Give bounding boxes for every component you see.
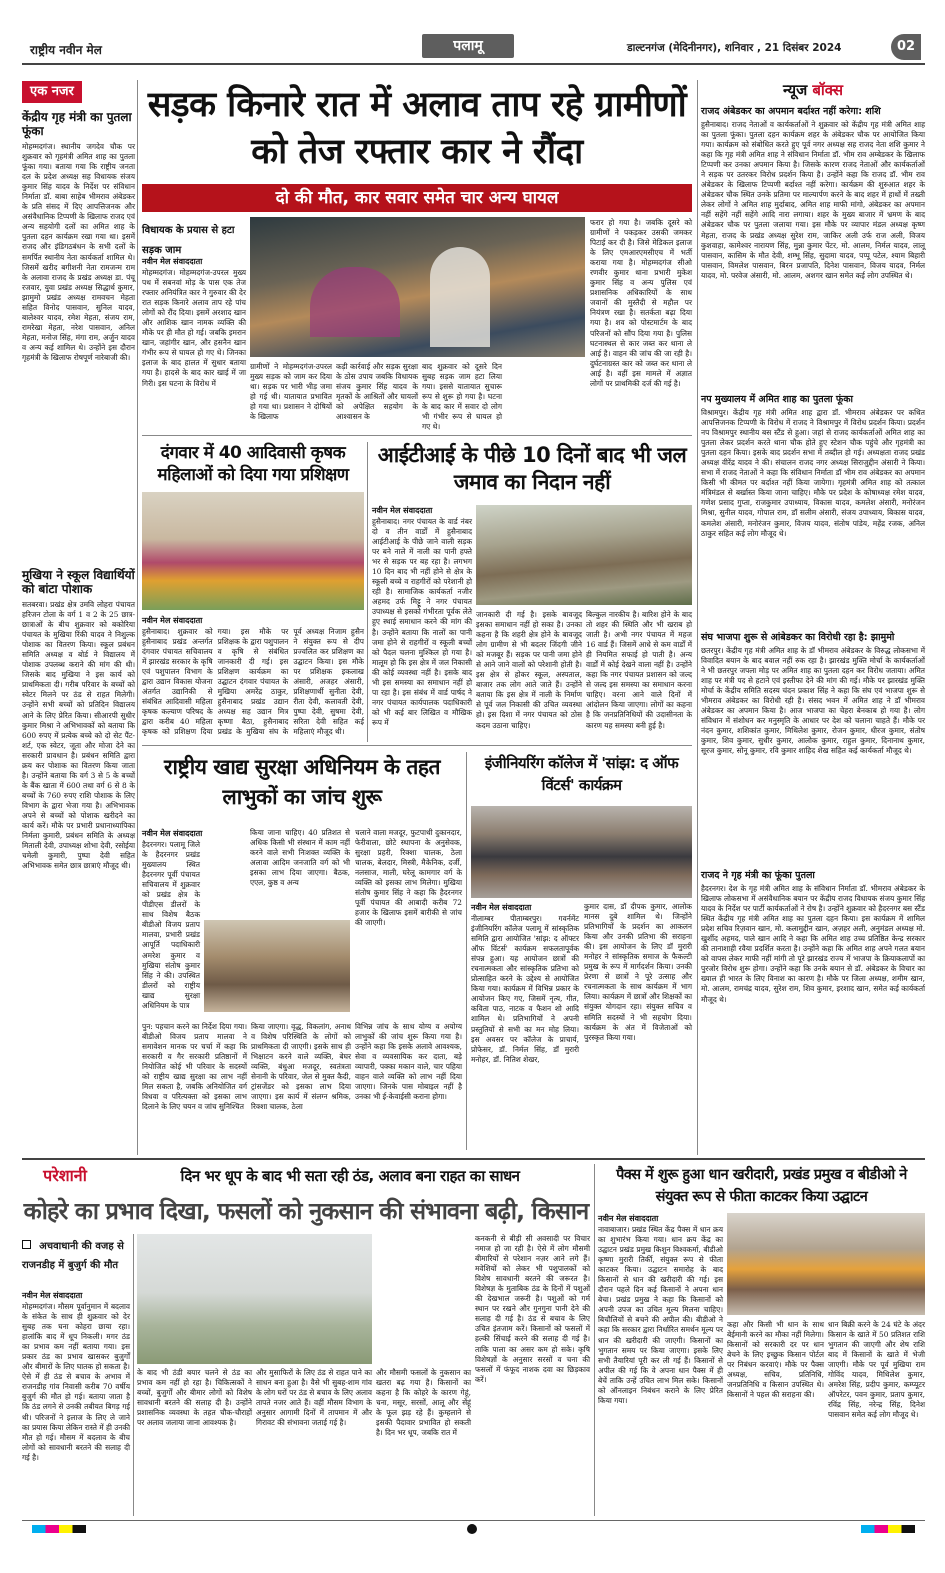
bottom-sub-box	[22, 1234, 130, 1288]
news-box	[701, 80, 925, 1155]
ek-nazar-tag	[22, 80, 135, 102]
lead-col-5: फरार हो गया है। जबकि दूसरे को ग्रामीणों ने पकड़कर उसकी जमकर पिटाई कर दी है। जिसे मेडिकल इलाज के लिए एमआरएमसीएच में भर्ती कराया गया है। मोहम्मदगंज सीओ रणवीर कुमार थाना प्रभारी मुकेश कुमार सिंह व अन्य पुलिस एवं प्रशासनिक अधिकारियों के साथ जवानों की मुस्तैदी से महौल पर नियंत्रण रखा है। सतर्कता बढ़ा दिया गया है। शव को पोस्टमार्टम के बाद परिजनों को सौंप दिया गया है। पुलिस घटनास्थल से कार जब्त कर थाना ले आई है। वाहन की जांच की जा रही है। दुर्घटनाग्रस्त कार को जब्त कर थाना ले आई है। वहीं इस मामले में अज्ञात लोगों पर प्राथमिकी दर्ज की गई है।	[590, 218, 692, 388]
registration-swatches-left	[32, 1525, 86, 1533]
engineering-photo	[471, 806, 692, 898]
box-story-3-headline: संघ भाजपा शुरू से आंबेडकर का विरोधी रहा है: झामुमो	[701, 632, 895, 643]
box-story-1-headline: राजद अंबेडकर का अपमान बर्दाश्त नहीं करेगा: शशि	[701, 106, 881, 117]
bottom-sub-text: मोहम्मदगंज। मौसम पूर्वानुमान में बदलाव के संकेत के साथ ही शुक्रवार को देर सुबह तक घना कोहरा छाया रहा। हालांकि बाद में धूप निकली। मगर ठंड का प्रभाव कम नहीं बताया गया। इस प्रकार ठंड का प्रभाव खासकर बुजुर्गों और बीमारों के लिए घातक हो सकता है। ऐसे में ही ठंड से बचाव के अभाव में राजनडीह गांव निवासी करीब 70 वर्षीय बुजुर्ग की मौत हो गई। बताया जाता है कि ठंड लगने से उनकी तबीयत बिगड़ गई थी। परिजनों ने इलाज के लिए ले जाने का प्रयास किया लेकिन रास्ते में ही उनकी मौत हो गई। मौसम में बदलाव के बीच लोगों को सावधानी बरतने की सलाह दी गई है।	[22, 1302, 130, 1462]
lead-col-3: कड़ी कार्रवाई और सड़क सुरक्षा के ठोस उपाय जबकि विधायक संजय कुमार सिंह यादव के मृतकों के आश्रितों और घायलों को अपेक्षित सहयोग के आश्वासन के	[336, 362, 418, 422]
engineering-headline: इंजीनियरिंग कॉलेज में 'सांझ: द ऑफ विंटर्स' कार्यक्रम	[484, 754, 679, 794]
paddy-headline: पैक्स में शुरू हुआ धान खरीदारी, प्रखंड प्रमुख व बीडीओ ने संयुक्त रूप से फीता काटकर किया उद्घाटन	[616, 1167, 907, 1205]
food-headline: राष्ट्रीय खाद्य सुरक्षा अधिनियम के तहत लाभुकों का जांच शुरू	[163, 755, 441, 809]
training-photo	[142, 492, 364, 610]
lead-photo	[250, 217, 585, 357]
ek-nazar-label: एक नजर	[22, 81, 82, 103]
bottom-headline: कोहरे का प्रभाव दिखा, फसलों को नुकसान की संभावना बढ़ी, किसान	[23, 1197, 589, 1225]
masthead	[22, 34, 925, 62]
paddy-col-3: धान बिक्री करने के 24 घंटे के अंदर किसान के खाते में 50 प्रतिशत राशि भुगतान की जाएगी और शेष राशि बाद में किसानों के खाते में भेजी जाएगी। मौके पर पूर्व मुखिया राम गोविंद यादव, मिथिलेश कुमार, अमरेश सिंह, प्रदीप कुमार, कम्प्यूटर ऑपरेटर, पवन कुमार, प्रताप कुमार, रविंद्र सिंह, नरेन्द्र सिंह, दिनेश पासवान समेत कई लोग मौजूद थे।	[828, 1320, 925, 1420]
food-col-6: विभिन्न जांच के साथ योग्य व अयोग्य लाभुकों की जांच शुरू किया गया है। उन्होंने कहा कि इसके अलावे आवश्यक, सेवा व व्यवसायिक कर दाता, बड़े व्यापारी, पक्का मकान वाले, चार पहिया वाहन वाले व्यक्ति को लाभ नहीं दिया जाएगा। जिनके पास मोबाइल नहीं है उनका भी ई-केवाईसी कराना होगा।	[355, 1022, 462, 1102]
box-story-3-text: छतरपुर। केंद्रीय गृह मंत्री अमित शाह के डॉ भीमराव अंबेडकर के विरुद्ध लोकसभा में विवादित बयान के बाद बवाल नहीं रुक रहा है। झारखंड मुक्ति मोर्चा के कार्यकर्ताओं ने भी छतरपुर जपला मोड़ पर अमित शाह का पुतला दहन कर विरोध जताया। अमित शाह पर मंत्री पद से हटाने एवं इस्तीफा देने की मांग की गई। मौके पर झारखंड मुक्ति मोर्चा के केंद्रीय समिति सदस्य चंदन प्रकाश सिंह ने कहा कि संघ एवं भाजपा शुरू से भीमराव अंबेडकर का विरोधी रही है। संसद भवन में अमित शाह ने डॉ भीमराव अंबेडकर का अपमान किया है। आज भाजपा का चेहरा बेनकाब हो गया है। लोग संविधान में संशोधन कर मनुस्मृति के आधार पर देश को चलाना चाहते हैं। मौके पर नंदन कुमार, शशिकांत कुमार, मिथिलेश कुमार, रोजन कुमार, धीरज कुमार, संतोष कुमार, शिव कुमार, सुधीर कुमार, आलोक कुमार, राहुल कुमार, दिनानाथ कुमार, सूरज कुमार, सोनू कुमार, रवि कुमार शाहिद शेख सहित कई कार्यकर्ता मौजूद थे।	[701, 646, 925, 756]
lead-kicker	[142, 218, 242, 256]
lead-byline: नवीन मेल संवाददाता	[142, 257, 203, 266]
lead-subhead: दो की मौत, कार सवार समेत चार अन्य घायल	[142, 184, 692, 212]
lead-photo-crowd	[310, 267, 400, 337]
lead-col-1: मोहम्मदगंज। मोहम्मदगंज-उपरल मुख्य पथ में सबनवां मोड़ के पास एक तेज रफ्तार अनियंत्रित कार ने गुरुवार की देर रात सड़क किनारे अलाव ताप रहे पांच लोगों को रौंद दिया। इसमें अरशाद खान और आशिक खान नामक व्यक्ति की मौके पर ही मौत हो गई। जबकि इमरान खान, जहांगीर खान, और हसनैन खान गंभीर रूप से घायल हो गए थे। जिनका इलाज के बाद हालत में सुधार बताया गया है। हादसे के बाद कार खाई में जा गिरी। इस घटना के विरोध में	[142, 268, 246, 388]
iti-headline: आईटीआई के पीछे 10 दिनों बाद भी जल जमाव का निदान नहीं	[377, 443, 687, 494]
paper-name: राष्ट्रीय नवीन मेल	[30, 43, 102, 57]
paddy-col-2: कहा और किसी भी धान के साथ बेईमानी करने का मौका नहीं मिलेगा। किसानों को सरकारी दर पर धान बेचने के लिए इच्छुक किसान पोर्टल पर निबंधन करवाएं। मौके पर पैक्स अध्यक्ष, सचिव, प्रतिनिधि, जनप्रतिनिधि व किसान उपस्थित थे। किसानों ने पहल की सराहना की।	[727, 1320, 824, 1400]
bottom-col-3: और मौसमी फसलों के नुकसान का खतरा बढ़ गया है। किसानों का कहना है कि कोहरे के कारण गेहूं, चना, मसूर, सरसों, आलू और सेंहूं के फूल झड़ रहे हैं। कुम्हलाने से इसकी पैदावार प्रभावित हो सकती है। दिन भर धूप, जबकि रात में	[376, 1368, 471, 1438]
iti-col-2: जानकारी दी गई है। इसके बावजूद इसका समाधान नहीं हो सका है। उनका कहना है कि शहरी क्षेत्र होने के बावजूद लोग ग्रामीण से भी बदतर जिंदगी जीने को मजबूर हैं। सड़क पर पानी जमा होने से आने जाने वालों को परेशानी होती है। इस क्षेत्र से होकर स्कूल, अस्पताल, बाजार तक लोग आते जाते हैं। उन्होंने बताया कि इस क्षेत्र में नाली के निर्माण से पूर्व जल निकासी की उचित व्यवस्था हो। इस दिशा में नगर पंचायत को ठोस कदम उठाना चाहिए।	[476, 610, 582, 730]
lead-col-2: ग्रामीणों ने मोहम्मदगंज-उपरल मुख्य सड़क को जाम कर दिया था। सड़क पर भारी भीड़ जमा हो गई थी। यातायात प्रभावित हो गया था। प्रशासन ने दोषियों के खिलाफ	[250, 362, 332, 422]
left-story-2-text: सतबरवा। प्रखंड क्षेत्र उमवि लोहरा पंचायत हरिजन टोला के वर्ग 1 व 2 के 25 छात्र-छात्राओं के बीच शुक्रवार को बकोरिया पंचायत के मुखिया रिंकी यादव ने निशुल्क पोशाक का वितरण किया। स्कूल प्रबंधन समिति अध्यक्ष व बोर्ड ने विद्यालय में पोशाक उपलब्ध कराने की मांग की थी। जिसके बाद मुखिया ने इस कार्य को प्राथमिकता दी। गरीब परिवार के बच्चों को स्वेटर मिलने पर ठंड से राहत मिलेगी। उन्होंने सभी बच्चों को प्रतिदिन विद्यालय आने के लिए प्रेरित किया। सीआरपी सुधीर कुमार मिश्रा ने अभिभावकों को बताया कि 600 रुपए में प्रत्येक बच्चे को दो सेट पैंट-शर्ट, एक स्वेटर, जूता और मोजा देने का सरकारी प्रावधान है। प्रबंधन समिति द्वारा क्रय कर पोशाक का वितरण किया जाता है। उन्होंने बताया कि वर्ग 3 से 5 के बच्चों के बैंक खाता में 600 तथा वर्ग 6 से 8 के बच्चों के 760 रुपए राशि पोशाक के लिए विभाग के द्वारा भेजा गया है। अभिभावक अपने से बच्चों को पोशाक खरीदने का कार्य करें। मौके पर प्रभारी प्रधानाध्यापिका निर्मला कुमारी, प्रबंधन समिति के अध्यक्ष मिताली देवी, उपाध्यक्ष शोभा देवी, रसोईया चमेली कुमारी, पुष्पा देवी सहित अभिभावक समेत छात्र छात्राएं मौजूद थी।	[22, 600, 135, 871]
bottom-col-4: कनकनी से बीड़ी सी अवसादी पर विचार नमाज हो जा रही है। ऐसे में लोग मौसमी बीमारियों से परेशान नज़र आने लगे हैं। मवेशियों को लेकर भी पशुपालकों को विशेष सावधानी बरतने की जरूरत है। विशेषज्ञ के मुताबिक ठंड के दिनों में पशुओं की देखभाल जरूरी है। पशुओं को गर्म स्थान पर रखने और गुनगुना पानी देने की सलाह दी गई है। ठंड से बचाव के लिए उचित इंतजाम करें। किसानों को फसलों में हल्की सिंचाई करने की सलाह दी गई है। ताकि पाला का असर कम हो सके। कृषि विशेषज्ञों के अनुसार सरसों व चना की फसलों में फंफूद नाशक दवा का छिड़काव करें।	[475, 1234, 590, 1384]
lead-photo-figure	[430, 247, 490, 347]
checkbox-icon	[22, 1240, 31, 1249]
dateline: डाल्टनगंज (मेदिनीनगर), शनिवार , 21 दिसंबर 2024	[627, 42, 842, 54]
iti-byline: नवीन मेल संवाददाता	[372, 506, 433, 515]
food-col-5: किया जाएगा। वृद्ध, विकलांग, अनाथ व विशेष परिस्थिति के लोगों को प्राथमिकता दी जाएगी। इसके साथ ही भिक्षाटन करने वाले व्यक्ति, बेघर व्यक्ति, बंधुआ मजदूर, स्वतंत्रता सेनानी के परिवार, जेल से मुक्त कैदी, ट्रांसजेंडर को इसका लाभ दिया जाएगा। इस कार्य में संलग्न श्रमिक, रिक्शा चालक, ठेला	[251, 1022, 351, 1112]
registration-swatches-right	[861, 1525, 915, 1533]
left-story-1-headline: केंद्रीय गृह मंत्री का पुतला फूंका	[22, 110, 132, 138]
box-story-4-headline: राजद ने गृह मंत्री का फूंका पुतला	[701, 870, 815, 881]
bottom-sub-byline: नवीन मेल संवाददाता	[22, 1291, 83, 1300]
paddy-col-1: नावाबाजार। प्रखंड स्थित केंद्र पैक्स में धान क्रय का शुभारंभ किया गया। धान क्रय केंद्र का उद्घाटन प्रखंड प्रमुख किशुन विश्वकर्मा, बीडीओ कृष्णा मुरारी तिर्की, संयुक्त रूप से फीता काटकर किया। उद्घाटन समारोह के बाद किसानों से धान की खरीदारी की गई। इस दौरान पहले दिन कई किसानों ने अपना धान बेचा। प्रखंड प्रमुख ने कहा कि किसानों को अपनी उपज का उचित मूल्य मिलना चाहिए। बिचौलियों से बचने की अपील की। बीडीओ ने कहा कि सरकार द्वारा निर्धारित समर्थन मूल्य पर धान की खरीदारी की जाएगी। किसानों का भुगतान समय पर किया जाएगा। इसके लिए सभी तैयारियां पूरी कर ली गई हैं। किसानों से अपील की गई कि वे अपना धान पैक्स में ही बेचें ताकि उन्हें उचित लाभ मिल सके। किसानों को ऑनलाइन निबंधन कराने के लिए प्रेरित किया गया।	[598, 1225, 723, 1405]
left-column	[22, 80, 135, 1170]
bottom-kicker-line: दिन भर धूप के बाद भी सता रही ठंड, अलाव बना राहत का साधन	[180, 1167, 520, 1185]
engineering-col-2: कुमार दास, डॉ दीपक कुमार, आलोक मानस दुबे शामिल थे। जिन्होंने प्रतिभागियों के प्रदर्शन का आकलन किया और उनकी प्रतिभा की सराहना की। इस आयोजन के लिए डॉ मुरारी मनोहर ने सांस्कृतिक समाज के फैकल्टी प्रमुख के रूप में मार्गदर्शन किया। उनकी प्रेरणा से छात्रों ने पूरे उत्साह और रचनात्मकता के साथ कार्यक्रम में भाग लिया। कार्यक्रम में छात्रों और शिक्षकों का संयुक्त योगदान रहा। संयुक्त सचिव व समिति सदस्यों ने भी सहयोग दिया। कार्यक्रम के अंत में विजेताओं को पुरस्कृत किया गया।	[584, 902, 692, 1042]
food-col-2: किया जाना चाहिए। 40 प्रतिशत से अधिक किसी भी संस्थान में काम नहीं करने वाले सभी निःशक्त व्यक्ति के अलावा आदिम जनजाति वर्ग को भी इसका लाभ दिया जाएगा। बैठक, एएल, कुष्ठ व अन्य	[250, 828, 350, 888]
food-col-3: चलाने वाला मजदूर, फुटपाथी दुकानदार, फेरीवाला, छोटे स्थापना के अनुसेवक, सुरक्षा प्रहरी, रिक्शा चालक, ठेला चालक, बेलदार, मिस्त्री, मैकेनिक, दर्जी, नलसाज, माली, घरेलू कामगार वर्ग के व्यक्ति को इसका लाभ मिलेगा। मुखिया संतोष कुमार सिंह ने कहा कि हैदरनगर पूर्वी पंचायत की आबादी करीब 72 हजार के खिलाफ इसमें बारीकी से जांच की जाएगी।	[355, 828, 462, 928]
training-byline: नवीन मेल संवाददाता	[142, 616, 203, 625]
print-registration-strip	[22, 1524, 925, 1534]
training-headline: दंगवार में 40 आदिवासी कृषक महिलाओं को दिया गया प्रशिक्षण	[157, 443, 349, 485]
bottom-tag: परेशानी	[43, 1166, 87, 1185]
iti-photo	[476, 505, 692, 605]
paddy-byline: नवीन मेल संवाददाता	[598, 1214, 659, 1223]
iti-col-1: हुसैनाबाद। नगर पंचायत के वार्ड नंबर दो व तीन वार्डों में हुसैनाबाद आईटीआई के पीछे जाने वाली सड़क पर बने नाले में नाली का पानी हफ्ते भर से सड़क पर बह रहा है। लगभग 10 दिन बाद भी नहीं होने से क्षेत्र के स्कूली बच्चे व राहगीरों को परेशानी हो रही है। सामाजिक कार्यकर्ता नजीर अहमद उर्फ मिट्टू ने नगर पंचायत उपाध्यक्ष से इसको गंभीरता पूर्वक लेते हुए स्थाई समाधान करने की मांग की है। उन्होंने बताया कि नालों का पानी जमा होने से राहगीरों व स्कूली बच्चों को पैदल चलना मुश्किल हो गया है। मालूम हो कि इस क्षेत्र में जल निकासी की कोई व्यवस्था नहीं है। इसके बाद भी इस समस्या का समाधान नहीं हो पा रहा है। इस संबंध में वार्ड पार्षद ने नगर पंचायत कार्यपालक पदाधिकारी को भी कई बार लिखित व मौखिक रूप में	[372, 517, 472, 727]
news-box-tag-b: बॉक्स	[812, 81, 844, 99]
iti-col-3: बिल्कुल नारकीय है। बारिश होने के बाद तो शहर की स्थिति और भी खराब हो जाती है। अभी नगर पंचायत में महज 16 वार्ड हैं। जिसमें आधे से कम वार्डों में ही नियमित सफाई हो पाती है। अन्य वार्डों में कोई देखने वाला नहीं है। उन्होंने कहा कि नगर पंचायत प्रशासन को जल्द से जल्द इस समस्या का समाधान करना चाहिए। वरना आने वाले दिनों में आंदोलन किया जाएगा। लोगों का कहना है कि जनप्रतिनिधियों की उदासीनता के कारण यह समस्या बनी हुई है।	[586, 610, 692, 730]
box-story-2-headline: नप मुख्यालय में अमित शाह का पुतला फूंका	[701, 394, 853, 405]
box-story-4-text: हैदरनगर। देश के गृह मंत्री अमित शाह के संविधान निर्माता डॉ. भीमराव अंबेडकर के खिलाफ लोकसभा में असंवैधानिक बयान पर केंद्रीय राजद विधायक संजय कुमार सिंह यादव के निर्देश पर पार्टी कार्यकर्ताओं ने रोष है। उन्होंने शुक्रवार को हैदरनगर बस स्टैंड स्थित केंद्रीय गृह मंत्री अमित शाह का पुतला दहन किया। इस कार्यक्रम में शामिल प्रदेश सचिव रिज़वान खान, मो. कलामुद्दीन खान, अज़हर अली, अनुमंडल अध्यक्ष मो. खुर्शीद अहमद, पाले खान आदि ने कहा कि अमित शाह उच्च प्रतिष्ठित केन्द्र सरकार की तानाशाही रवैया प्रदर्शित करता है। उन्होंने कहा कि अमित शाह अपने गलत बयान को वापस लेकर माफी नहीं मांगी तो पूरे झारखंड राज्य में भाजपा के क्रियाकलापों का पुरजोर विरोध शुरू होगा। उन्होंने कहा कि उनके बयान से डॉ. अंबेडकर के विचार का ख्याल ही भारत के लिए विनाश का कारण है। मौके पर जिला अध्यक्ष, शमीम खान, मो. आलम, रामचंद्र यादव, सुरेश राम, शिव कुमार, इरशाद खान, समेत कई कार्यकर्ता मौजूद थे।	[701, 884, 925, 1004]
news-box-tag-a: न्यूज	[782, 81, 808, 99]
paddy-photo	[727, 1213, 925, 1315]
fog-photo	[137, 1234, 372, 1364]
engineering-byline: नवीन मेल संवाददाता	[471, 903, 532, 912]
bottom-col-2: और मुसाफिरों के लिए ठंड से राहत पाने का साधन बना हुआ है। वैसे भी सुबह-शाम गांव के लोग घरों पर ठंड से बचाव के लिए अलाव तापते नजर आते हैं। वहीं मौसम विभाग के अनुसार आगामी दिनों में तापमान में और गिरावट की संभावना जताई गई है।	[256, 1368, 372, 1428]
left-story-2-headline: मुखिया ने स्कूल विद्यार्थियों को बांटा पोशाक	[22, 568, 135, 596]
bottom-sub-headline: अचवाधानी की वजह से राजनडीह में बुजुर्ग की मौत	[22, 1241, 124, 1271]
training-text: हुसैनाबाद। शुक्रवार को हुसैनाबाद प्रखंड अन्तर्गत दंगवार पंचायत सचिवालय में झारखंड सरकार के कृषि एवं पशुपालन विभाग के द्वारा उद्यान विकास योजना अंतर्गत उद्यानिकी से संबंधित आदिवासी महिला कृषक कल्याण परिषद के द्वारा करीब 40 महिला कृषक को प्रशिक्षण दिया गया। इस मौके पर प्रशिक्षक के द्वारा पशुपालन व कृषि से संबंधित जानकारी दी गई। इस प्रशिक्षण कार्यक्रम का उद्घाटन दंगवार पंचायत के मुखिया अमरेंद्र ठाकुर, हुसैनाबाद प्रखंड उद्यान अध्यक्ष सह उद्यान मित्र कृष्णा बैठा, हुसैनाबाद प्रखंड के मुखिया संघ के पूर्व अध्यक्ष निजाम हुसैन ने संयुक्त रूप से दीप प्रज्वलित कर प्रशिक्षण का उद्घाटन किया। इस मौके पर प्रशिक्षक इकलाख अंसारी, अजहर अंसारी, प्रशिक्षणार्थी सुनीता देवी, रीता देवी, कलावती देवी, पुष्पा देवी, सुषमा देवी, सरिता देवी सहित कई महिलाएं मौजूद थी।	[142, 627, 364, 737]
food-col-1: हैदरनगर। पलामू जिले के हैदरनगर प्रखंड मुख्यालय स्थित हैदरनगर पूर्वी पंचायत सचिवालय में शुक्रवार को प्रखंड क्षेत्र के पीडीएस डीलरों के साथ विशेष बैठक बीडीओ विजय प्रताप मालवा, प्रभारी प्रखंड आपूर्ति पदाधिकारी अमरेश कुमार व मुखिया संतोष कुमार सिंह ने की। उपस्थित डीलरों को राष्ट्रीय खाद्य सुरक्षा अधिनियम के पात्र	[142, 840, 200, 1010]
engineering-col-1: नीलाम्बर पीताम्बरपुर। गवर्नमेंट इंजीनियरिंग कॉलेज पलामू में सांस्कृतिक समिति द्वारा आयोजित 'सांझ: द ऑफ्टर ऑफ विंटर्स' कार्यक्रम सफलतापूर्वक संपन्न हुआ। यह आयोजन छात्रों की रचनात्मकता और सांस्कृतिक प्रतिभा को प्रोत्साहित करने के उद्देश्य से आयोजित किया गया। कार्यक्रम में विभिन्न प्रकार के आयोजन किए गए, जिसमें नृत्य, गीत, कविता पाठ, नाटक व फैशन शो आदि शामिल थे। प्रतिभागियों ने अपनी प्रस्तुतियों से सभी का मन मोह लिया। इस अवसर पर कॉलेज के प्राचार्य, प्रोफेसर, डॉ. निर्मल सिंह, डॉ मुरारी मनोहर, डॉ. नितिश शेखर,	[471, 914, 579, 1064]
lead-headline: सड़क किनारे रात में अलाव ताप रहे ग्रामीणों को तेज रफ्तार कार ने रौंदा	[147, 85, 687, 172]
bottom-col-1: के बाद भी ठंडी बयार चलने से ठंड का प्रभाव कम नहीं हो रहा है। चिकित्सकों ने बच्चों, बुजुर्गों और बीमार लोगों को विशेष सावधानी बरतने की सलाह दी है। उन्होंने प्रशासनिक व्यवस्था के तहत चौक-चौराहों पर अलाव जलाया जाना आवश्यक है।	[137, 1368, 252, 1428]
page-number: 02	[891, 34, 921, 60]
box-story-1-text: हुसैनाबाद। राजद नेताओं व कार्यकर्ताओं ने शुक्रवार को केंद्रीय गृह मंत्री अमित शाह का पुतला फूंका। पुतला दहन कार्यक्रम शहर के अंबेडकर चौक पर आयोजित किया गया। कार्यक्रम को संबोधित करते हुए पूर्व नगर अध्यक्ष सह राजद नेता शशि कुमार ने कहा कि गृह मंत्री अमित शाह ने संविधान निर्माता डॉ. भीम राव अम्बेडकर के खिलाफ टिप्पणी कर उनका अपमान किया है। जिसके कारण राजद नेताओं और कार्यकर्ताओं ने सड़क पर उतरकर विरोध प्रदर्शन किया है। उन्होंने कहा कि राजद डॉ. भीम राव अंबेडकर के खिलाफ टिप्पणी बर्दाश्त नहीं करेगा। कार्यक्रम की शुरुआत शहर के अंबेडकर चौक स्थित उनके प्रतिमा पर माल्यार्पण करने के बाद शहर में हाथों में तख्ती लेकर लोगों ने अमित शाह मुर्दाबाद, अमित शाह माफी मांगो, अंबेडकर का अपमान नहीं सहेंगे नहीं सहेंगे आदि नारा लगाया। शहर के मुख्य बाजार में भ्रमण के बाद अंबेडकर चौक पर पुतला जलाया गया। इस मौके पर व्यापार मंडल अध्यक्ष कृष्ण मेहता, राजद के प्रखंड अध्यक्ष सुरेश राम, जाकिर अली उर्फ राज अली, विजय कुशवाहा, कामेश्वर नारायण सिंह, मुन्ना कुमार पेंटर, मो. आलम, निर्मल यादव, लालू पासवान, कासिम के मौत देवी, शम्भू सिंह, सुदामा यादव, पप्पू पटेल, श्याम बिहारी पासवान, विमलेश पासवान, बिरन प्रजापति, दिनेश पासवान, विजय यादव, निर्मल यादव, मो. परवेज अंसारी, मो. आलम, अशगर खान समेत कई लोग उपस्थित थे।	[701, 120, 925, 280]
left-story-1-text: मोहम्मदगंज। स्थानीय जगदेव चौक पर शुक्रवार को गृहमंत्री अमित शाह का पुतला फूंका गया। बताया गया कि राष्ट्रीय जनता दल के प्रदेश अध्यक्ष सह विधायक संजय कुमार सिंह यादव के निर्देश पर संविधान निर्माता डॉ. बाबा साहेब भीमराव अंबेडकर के प्रति संसद में दिए आपत्तिजनक और असंवैधानिक टिप्पणी के खिलाफ राजद एवं अन्य सहयोगी दलों का अमित शाह के पुतला दहन कार्यक्रम रखा गया था। इसमें राजद और इंडिगठबंधन के सभी दलों के समर्पित स्थानीय नेता कार्यकर्ता शामिल थे। जिसमें खरीद बगीशनी नेता रामजन्म राम के अलावा राजद के प्रखंड अध्यक्ष डा. पंचू रजवार, युवा प्रखंड अध्यक्ष सिद्धार्थ कुमार, झामुमो प्रखंड अध्यक्ष रामवचन मेहता सहित विनोद पासवान, सुनिल यादव, बालेश्वर यादव, रमेश मेहता, संजय राम, रामरेखा मेहता, नरेश पासवान, अनिल मेहता, मनोज सिंह, मंगा राम, अर्जुन यादव व अन्य कई शामिल थे। उन्होंने इस दौरान गृहमंत्री के खिलाफ रोषपूर्ण नारेबाजी की।	[22, 142, 135, 362]
box-story-2-text: विश्रामपुर। केंद्रीय गृह मंत्री अमित शाह द्वारा डॉ. भीमराव अंबेडकर पर कथित आपत्तिजनक टिप्पणी के विरोध में राजद ने विश्रामपुर में विरोध प्रदर्शन किया। प्रदर्शन नप विश्रामपुर स्थानीय बस स्टैंड से हुआ। जहां से राजद कार्यकर्ताओं अमित शाह का पुतला लेकर प्रदर्शन करते थाना चौक होते हुए स्टेशन चौक पहुंचे और गृहमंत्री का पुतला दहन किया। इसके बाद प्रदर्शन सभा में तब्दील हो गई। अध्यक्षता राजद प्रखंड अध्यक्ष वीरेंद्र यादव ने की। संचालन राजद नगर अध्यक्ष सिराजुद्दीन अंसारी ने किया। सभा में राजद नेताओं ने कहा कि संविधान निर्माता डॉ भीम राव अंबेडकर का अपमान किसी भी कीमत पर बर्दाश्त नहीं किया जायेगा। गृहमंत्री अमित शाह को तत्काल मंत्रिमंडल से बर्खास्त किया जाना चाहिए। मौके पर प्रदेश के कोषाध्यक्ष रमेश यादव, गणेश प्रसाद गुप्ता, राजकुमार उपाध्याय, विकास यादव, कमलेश अंसारी, मनोरंजन मिश्रा, सुनील यादव, गोपाल राम, डॉ सलीम अंसारी, संजय उपाध्याय, बिकास यादव, कमलेश अंसारी, मनोरंजन कुमार, विजय यादव, संतोष पांडेय, महेंद्र रजक, अनिल ठाकुर सहित कई लोग मौजूद थे।	[701, 408, 925, 538]
section-label: पलामू	[422, 34, 514, 58]
lead-col-4: बाद शुक्रवार को दूसरे दिन सुबह सड़क जाम हटा लिया गया। इससे यातायात सुचारू रूप से शुरू हो गया है। घटना के बाद कार में सवार दो लोग भी गंभीर रूप से घायल हो गए थे।	[422, 362, 502, 432]
lead-kicker-text: विधायक के प्रयास से हटा सड़क जाम	[142, 225, 235, 256]
food-photo	[204, 920, 350, 1012]
news-box-tag	[701, 80, 925, 106]
food-col-4: पुन: पहचान करने का निर्देश दिया गया। बीडीओ विजय प्रताप मालवा ने समावेशन मानक पर चर्चा में कहा कि सरकारी व गैर सरकारी प्रतिष्ठानों में नियोजित कोई भी परिवार के सदस्यों को राष्ट्रीय खाद्य सुरक्षा का लाभ नहीं मिल सकता है, जबकि अनियोजित वर्ग विधवा व परित्यक्ता को इसका लाभ दिलाने के लिए चयन व जांच सुनिश्चित	[142, 1022, 247, 1112]
registration-dot-center	[467, 1524, 477, 1534]
food-byline: नवीन मेल संवाददाता	[142, 829, 203, 838]
